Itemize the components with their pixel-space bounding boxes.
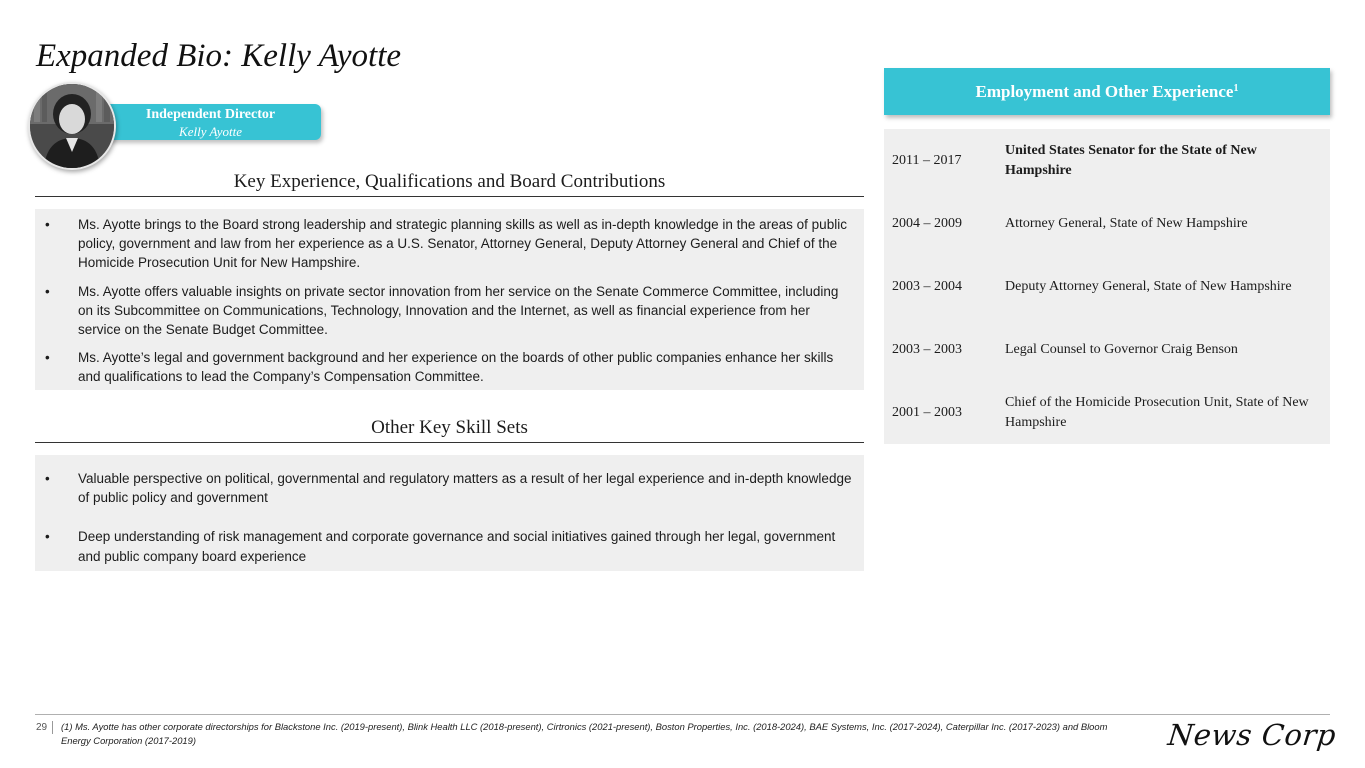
director-role: Independent Director: [145, 107, 276, 122]
employment-years: 2003 – 2004: [892, 278, 962, 294]
key-experience-heading: Key Experience, Qualifications and Board Contributions: [35, 171, 864, 197]
footnote-marker: 1: [1233, 83, 1239, 94]
employment-role: Legal Counsel to Governor Craig Benson: [1005, 341, 1238, 357]
table-row: [884, 381, 1330, 444]
table-row: [884, 318, 1330, 381]
employment-role: Attorney General, State of New Hampshire: [1005, 215, 1248, 231]
employment-years: 2004 – 2009: [892, 215, 962, 231]
director-portrait-icon: [30, 84, 114, 168]
footer-divider: [35, 714, 1330, 715]
list-item: [35, 348, 864, 386]
bullet-icon: •: [45, 471, 50, 486]
footnote: (1) Ms. Ayotte has other corporate directorships for Blackstone Inc. (2019-present), Blink Health LLC (2018-present), Cirtronics (2021-present), Boston Properties, Inc. (2018-2024), BAE Systems, Inc. (2017-2024), Caterpillar Inc. (2017-2023) and Bloom Energy Corporation (2017-2019): [61, 721, 1108, 746]
employment-role: Deputy Attorney General, State of New Hampshire: [1005, 278, 1292, 294]
employment-years: 2003 – 2003: [892, 341, 962, 357]
employment-years: 2001 – 2003: [892, 404, 962, 420]
table-row: [884, 129, 1330, 192]
list-item-text: Ms. Ayotte brings to the Board strong leadership and strategic planning skills as well as in-depth knowledge in the areas of public policy, government and law from her experience as a U.S. Senator, Attorney General, Deputy Attorney General and Chief of the Homicide Prosecution Unit for New Hampshire.: [78, 217, 847, 271]
list-item-text: Deep understanding of risk management and corporate governance and social initiatives gained through her legal, government and public company board experience: [78, 529, 836, 564]
avatar: [28, 82, 116, 170]
bullet-icon: •: [45, 283, 50, 299]
list-item: [35, 282, 864, 340]
other-skills-list: [35, 455, 864, 571]
bullet-icon: •: [45, 350, 50, 366]
page-number: 29: [36, 721, 53, 734]
employment-heading-text: Employment and Other Experience: [975, 82, 1234, 101]
employment-role: United States Senator for the State of New Hampshire: [1005, 142, 1257, 178]
bullet-icon: •: [45, 217, 50, 232]
list-item-text: Valuable perspective on political, governmental and regulatory matters as a result of her legal experience and in-depth knowledge of public policy and government: [78, 471, 852, 506]
list-item: [35, 527, 864, 565]
list-item-text: Ms. Ayotte offers valuable insights on private sector innovation from her service on the Senate Commerce Committee, including on its Subcommittee on Communications, Technology, Innovation and the Internet, as well as financial experience from her service on the Senate Budget Committee.: [78, 283, 839, 338]
page-title: Expanded Bio: Kelly Ayotte: [36, 38, 402, 74]
employment-years: 2011 – 2017: [892, 152, 962, 168]
director-role-badge: [100, 104, 321, 140]
employment-role: Chief of the Homicide Prosecution Unit, State of New Hampshire: [1005, 394, 1309, 430]
table-row: [884, 255, 1330, 318]
list-item: [35, 215, 864, 273]
director-name: Kelly Ayotte: [179, 124, 242, 139]
table-row: [884, 192, 1330, 255]
employment-heading: [884, 68, 1330, 115]
other-skills-heading: Other Key Skill Sets: [35, 417, 864, 443]
key-experience-list: [35, 209, 864, 390]
list-item-text: Ms. Ayotte’s legal and government background and her experience on the boards of other public companies enhance her skills and qualifications to lead the Company’s Compensation Committee.: [78, 350, 834, 385]
bullet-icon: •: [45, 529, 50, 545]
employment-table: [884, 129, 1330, 444]
news-corp-logo: News Corp: [1166, 718, 1338, 752]
list-item: [35, 469, 864, 507]
